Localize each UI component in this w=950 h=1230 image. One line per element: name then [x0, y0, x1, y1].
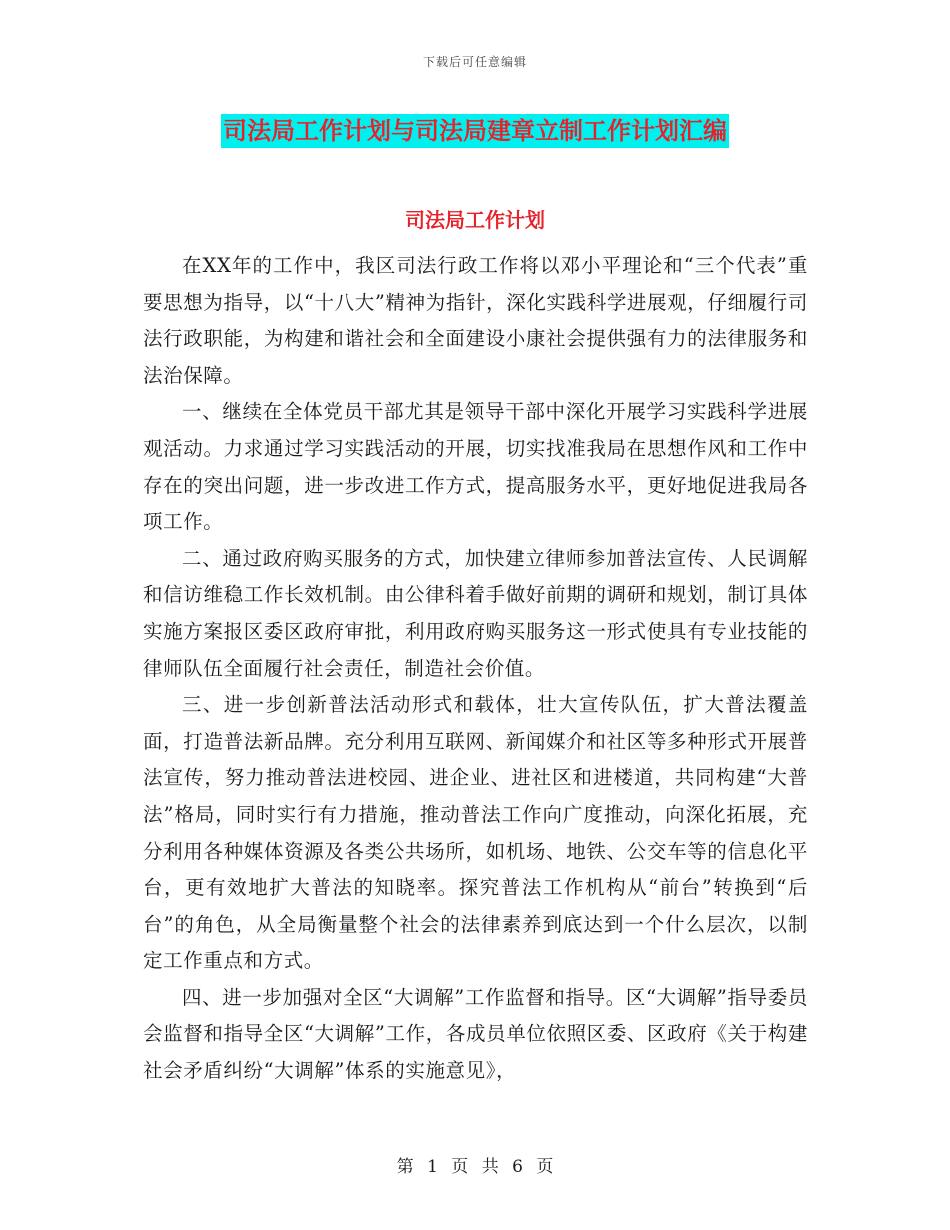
paragraph-item-3: 三、进一步创新普法活动形式和载体，壮大宣传队伍，扩大普法覆盖面，打造普法新品牌。充分利用互联网、新闻媒介和社区等多种形式开展普法宣传，努力推动普法进校园、进企业、进社区和进楼道，共同构建“大普法”格局，同时实行有力措施，推动普法工作向广度推动，向深化拓展，充分利用各种媒体资源及各类公共场所，如机场、地铁、公交车等的信息化平台，更有效地扩大普法的知晓率。探究普法工作机构从“前台”转换到“后台”的角色，从全局衡量整个社会的法律素养到底达到一个什么层次，以制定工作重点和方式。	[143, 693, 808, 973]
footer-total-label: 共	[481, 1157, 499, 1177]
paragraph-intro: 在XX年的工作中，我区司法行政工作将以邓小平理论和“三个代表”重要思想为指导，以“十八大”精神为指针，深化实践科学进展观，仔细履行司法行政职能，为构建和谐社会和全面建设小康社会提供强有力的法律服务和法治保障。	[143, 254, 808, 387]
section-title: 司法局工作计划	[405, 208, 545, 232]
document-body	[143, 248, 808, 1090]
footer-page-label: 页	[451, 1157, 469, 1177]
page-footer	[0, 1152, 950, 1177]
header-note: 下载后可任意编辑	[422, 55, 527, 69]
footer-suffix: 页	[536, 1157, 554, 1177]
paragraph-item-1: 一、继续在全体党员干部尤其是领导干部中深化开展学习实践科学进展观活动。力求通过学习实践活动的开展，切实找准我局在思想作风和工作中存在的突出问题，进一步改进工作方式，提高服务水平，更好地促进我局各项工作。	[143, 400, 808, 534]
footer-total-pages: 6	[512, 1157, 523, 1177]
main-title: 司法局工作计划与司法局建章立制工作计划汇编	[221, 114, 729, 148]
footer-prefix: 第	[396, 1157, 414, 1177]
paragraph-item-4: 四、进一步加强对全区“大调解”工作监督和指导。区“大调解”指导委员会监督和指导全区“大调解”工作，各成员单位依照区委、区政府《关于构建社会矛盾纠纷“大调解”体系的实施意见》，	[143, 985, 808, 1083]
paragraph-item-2: 二、通过政府购买服务的方式，加快建立律师参加普法宣传、人民调解和信访维稳工作长效机制。由公律科着手做好前期的调研和规划，制订具体实施方案报区委区政府审批，利用政府购买服务这一形式使具有专业技能的律师队伍全面履行社会责任，制造社会价值。	[143, 546, 808, 680]
footer-page-number: 1	[427, 1157, 438, 1177]
